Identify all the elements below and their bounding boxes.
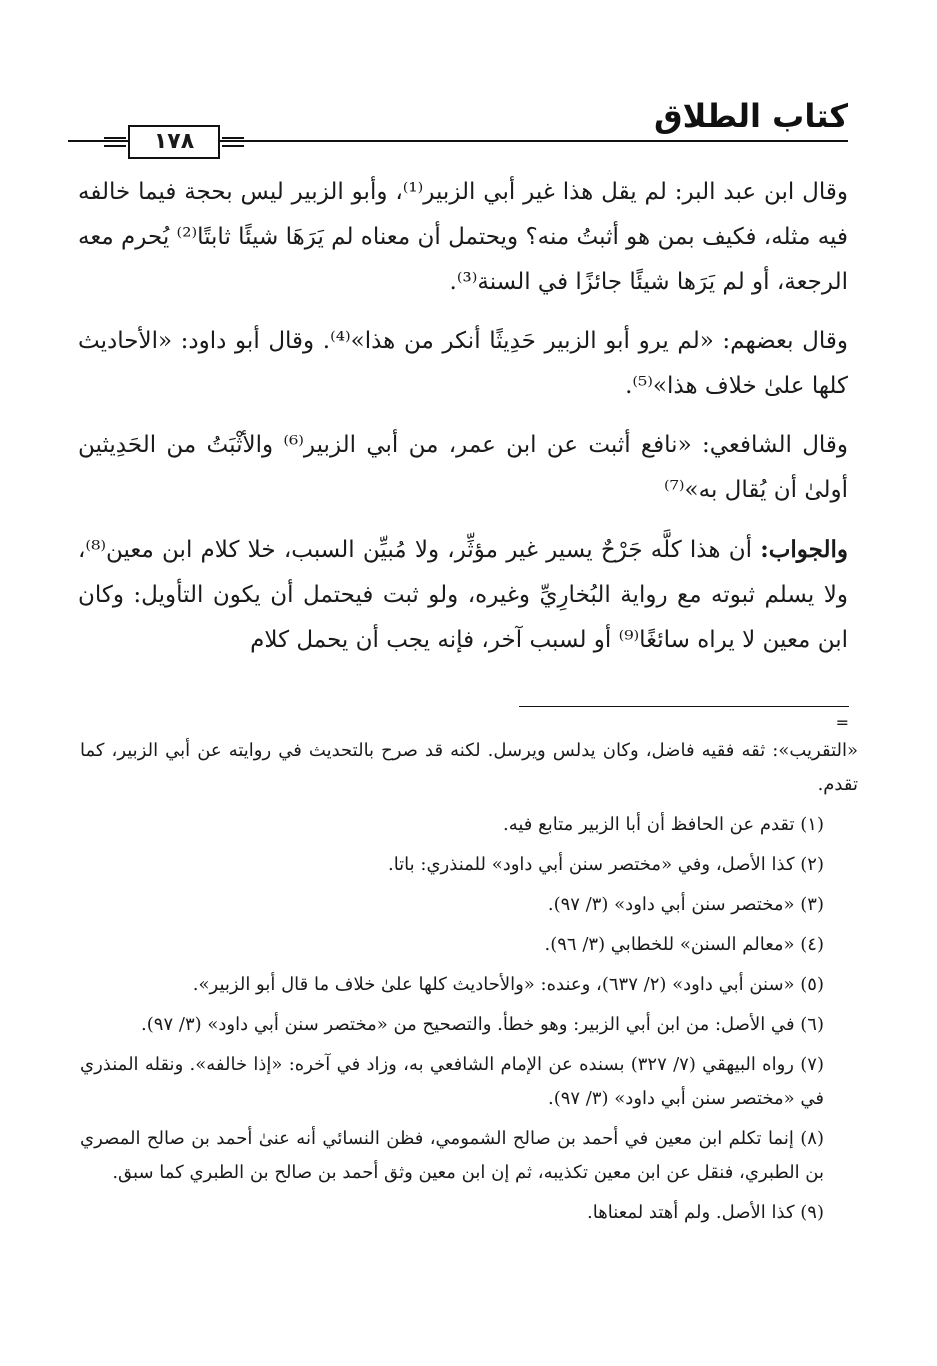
main-text — [78, 170, 848, 677]
footnote-continuation-mark: = — [835, 713, 849, 732]
paragraph-shafii: وقال الشافعي: «نافع أثبت عن ابن عمر، من أبي الزبير⁽⁶⁾ والأثْبَتُ من الحَدِيثين أولىٰ أن يُقال به»⁽⁷⁾ — [78, 432, 849, 503]
book-title: كتاب الطلاق — [653, 97, 848, 135]
footnote-1: (١) تقدم عن الحافظ أن أبا الزبير متابع فيه. — [503, 814, 824, 835]
paragraph-ibn-abd-al-barr: وقال ابن عبد البر: لم يقل هذا غير أبي الزبير⁽¹⁾، وأبو الزبير ليس بحجة فيما خالفه فيه مثله، فكيف بمن هو أثبتُ منه؟ ويحتمل أن معناه لم يَرَهَا شيئًا ثابتًا⁽²⁾ يُحرم معه الرجعة، أو لم يَرَها شيئًا جائزًا في السنة⁽³⁾. — [78, 179, 848, 295]
paragraph-answer — [78, 527, 848, 663]
footnote-3: (٣) «مختصر سنن أبي داود» (٣/ ٩٧). — [547, 894, 824, 915]
footnote-separator — [519, 706, 849, 707]
footnote-continued: «التقريب»: ثقه فقيه فاضل، وكان يدلس ويرسل. لكنه قد صرح بالتحديث في روايته عن أبي الزبير، كما تقدم. — [80, 740, 858, 795]
page-header — [68, 96, 848, 156]
footnote-8: (٨) إنما تكلم ابن معين في أحمد بن صالح الشمومي، فظن النسائي أنه عنىٰ أحمد بن صالح المصري بن الطبري، فنقل عن ابن معين تكذيبه، ثم إن ابن معين وثق أحمد بن صالح بن الطبري كما سبق. — [80, 1128, 824, 1183]
answer-label: والجواب: — [760, 536, 848, 563]
footnote-7: (٧) رواه البيهقي (٧/ ٣٢٧) بسنده عن الإمام الشافعي به، وزاد في آخره: «إذا خالفه». ونقله المنذري في «مختصر سنن أبي داود» (٣/ ٩٧). — [80, 1054, 824, 1109]
paragraph-abu-dawud: وقال بعضهم: «لم يرو أبو الزبير حَدِيثًا أنكر من هذا»⁽⁴⁾. وقال أبو داود: «الأحاديث كلها علىٰ خلاف هذا»⁽⁵⁾. — [78, 328, 848, 399]
footnote-4: (٤) «معالم السنن» للخطابي (٣/ ٩٦). — [544, 934, 824, 955]
footnote-2: (٢) كذا الأصل، وفي «مختصر سنن أبي داود» للمنذري: باتا. — [387, 854, 824, 875]
footnote-5: (٥) «سنن أبي داود» (٢/ ٦٣٧)، وعنده: «والأحاديث كلها علىٰ خلاف ما قال أبو الزبير». — [192, 974, 824, 995]
answer-text: أن هذا كلَّه جَرْحٌ يسير غير مؤثِّر، ولا مُبيِّن السبب، خلا كلام ابن معين⁽⁸⁾، ولا يسلم ثبوته مع رواية البُخارِيِّ وغيره، ولو ثبت فيحتمل أن يكون التأويل: وكان ابن معين لا يراه سائغًا⁽⁹⁾ أو لسبب آخر، فإنه يجب أن يحمل كلام — [78, 537, 848, 653]
footnotes — [80, 734, 858, 1236]
footnote-9: (٩) كذا الأصل. ولم أهتد لمعناها. — [587, 1202, 824, 1223]
page-number: ١٧٨ — [128, 125, 220, 159]
footnote-6: (٦) في الأصل: من ابن أبي الزبير: وهو خطأ. والتصحيح من «مختصر سنن أبي داود» (٣/ ٩٧). — [141, 1014, 824, 1035]
